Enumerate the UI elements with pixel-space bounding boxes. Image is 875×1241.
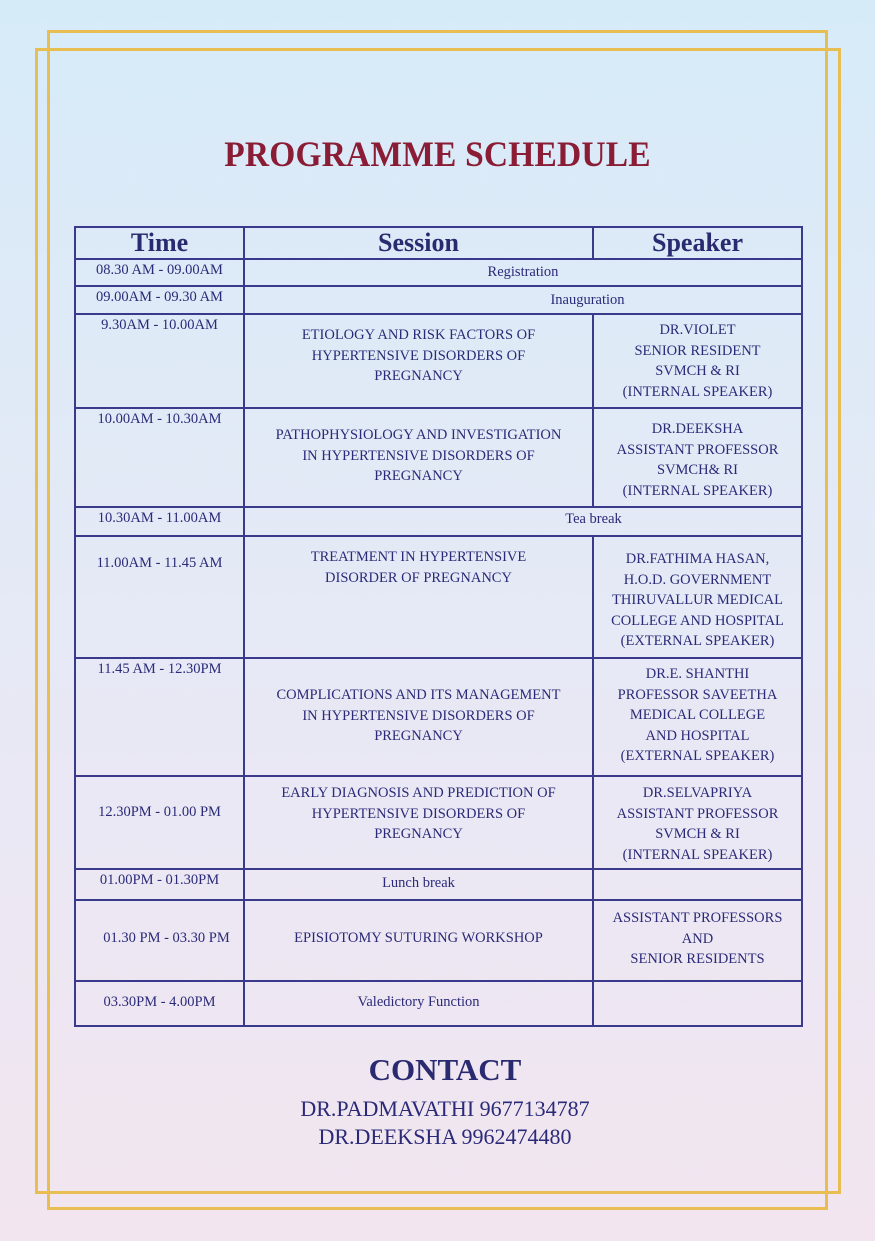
row-session: Registration: [244, 259, 802, 286]
row-session: EPISIOTOMY SUTURING WORKSHOP: [244, 900, 593, 981]
table-row: [75, 259, 802, 286]
table-row: [75, 314, 802, 408]
row-speaker: DR.SELVAPRIYA ASSISTANT PROFESSOR SVMCH & RI (INTERNAL SPEAKER): [593, 776, 802, 869]
row-time: 11.45 AM - 12.30PM: [75, 658, 244, 776]
header-speaker: Speaker: [593, 227, 802, 259]
row-time: 9.30AM - 10.00AM: [75, 314, 244, 408]
row-session: Valedictory Function: [244, 981, 593, 1026]
schedule-table: [74, 226, 803, 1027]
row-time: 10.00AM - 10.30AM: [75, 408, 244, 507]
table-row: [75, 776, 802, 869]
row-time: 08.30 AM - 09.00AM: [75, 259, 244, 286]
table-row: [75, 507, 802, 536]
row-speaker: DR.VIOLET SENIOR RESIDENT SVMCH & RI (INTERNAL SPEAKER): [593, 314, 802, 408]
table-row: [75, 536, 802, 658]
table-row: [75, 408, 802, 507]
table-row: [75, 900, 802, 981]
contact-title: CONTACT: [368, 1052, 522, 1087]
page-title: PROGRAMME SCHEDULE: [224, 134, 651, 174]
row-time: 11.00AM - 11.45 AM: [75, 536, 244, 658]
row-session: Inauguration: [244, 286, 802, 314]
row-speaker: [593, 869, 802, 900]
row-session: PATHOPHYSIOLOGY AND INVESTIGATION IN HYPERTENSIVE DISORDERS OF PREGNANCY: [244, 408, 593, 507]
row-session: Lunch break: [244, 869, 593, 900]
table-header-row: [75, 227, 802, 259]
table-row: [75, 286, 802, 314]
header-session: Session: [244, 227, 593, 259]
row-session: Tea break: [244, 507, 802, 536]
row-session: COMPLICATIONS AND ITS MANAGEMENT IN HYPERTENSIVE DISORDERS OF PREGNANCY: [244, 658, 593, 776]
row-speaker: DR.FATHIMA HASAN, H.O.D. GOVERNMENT THIRUVALLUR MEDICAL COLLEGE AND HOSPITAL (EXTERNAL SPEAKER): [593, 536, 802, 658]
row-time: 12.30PM - 01.00 PM: [75, 776, 244, 869]
contact-line: DR.DEEKSHA 9962474480: [318, 1124, 572, 1149]
row-time: 03.30PM - 4.00PM: [75, 981, 244, 1026]
row-time: 01.30 PM - 03.30 PM: [75, 900, 244, 981]
row-speaker: DR.E. SHANTHI PROFESSOR SAVEETHA MEDICAL COLLEGE AND HOSPITAL (EXTERNAL SPEAKER): [593, 658, 802, 776]
table-row: [75, 981, 802, 1026]
header-time: Time: [75, 227, 244, 259]
row-session: ETIOLOGY AND RISK FACTORS OF HYPERTENSIVE DISORDERS OF PREGNANCY: [244, 314, 593, 408]
row-speaker: ASSISTANT PROFESSORS AND SENIOR RESIDENTS: [593, 900, 802, 981]
row-speaker: [593, 981, 802, 1026]
row-speaker: DR.DEEKSHA ASSISTANT PROFESSOR SVMCH& RI (INTERNAL SPEAKER): [593, 408, 802, 507]
row-session: EARLY DIAGNOSIS AND PREDICTION OF HYPERTENSIVE DISORDERS OF PREGNANCY: [244, 776, 593, 869]
row-session: TREATMENT IN HYPERTENSIVE DISORDER OF PREGNANCY: [244, 536, 593, 658]
table-row: [75, 869, 802, 900]
row-time: 01.00PM - 01.30PM: [75, 869, 244, 900]
row-time: 10.30AM - 11.00AM: [75, 507, 244, 536]
table-row: [75, 658, 802, 776]
row-time: 09.00AM - 09.30 AM: [75, 286, 244, 314]
contact-line: DR.PADMAVATHI 9677134787: [300, 1096, 590, 1121]
